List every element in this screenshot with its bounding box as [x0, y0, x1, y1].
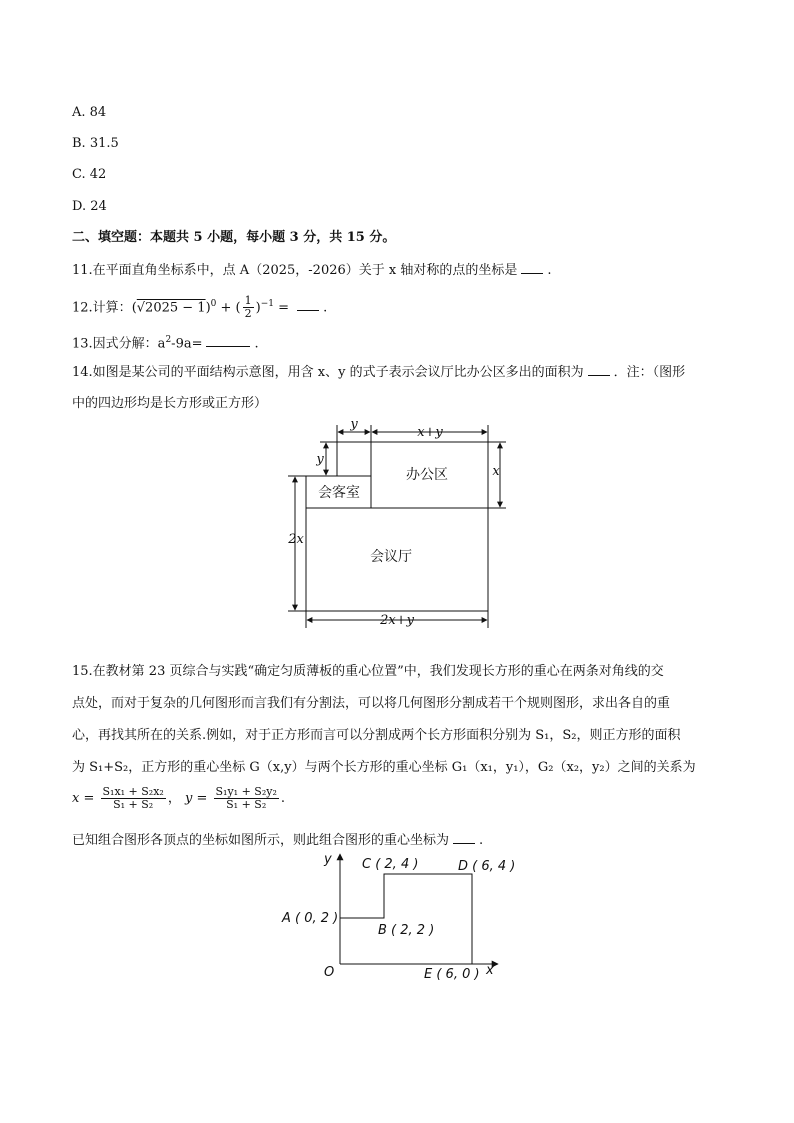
- q12-radical: √2025 − 1: [136, 300, 206, 316]
- q12-end: .: [323, 300, 328, 316]
- q12-exp0: 0: [210, 299, 217, 309]
- q11-text: 11.在平面直角坐标系中，点 A（2025，-2026）关于 x 轴对称的点的坐标是: [72, 263, 518, 278]
- q13-end: .: [254, 336, 259, 352]
- q13-prefix: 13.因式分解：a: [72, 336, 166, 352]
- answer-blank: [588, 363, 610, 376]
- small-square: [337, 442, 371, 476]
- q12-frac-num: 1: [244, 294, 252, 308]
- q14-note: ．注：（图形: [613, 365, 686, 380]
- formula-x-den: S₁ + S₂: [113, 798, 154, 811]
- room-office: 办公区: [406, 467, 448, 483]
- question-14-line-1: [72, 363, 685, 382]
- q12-plus: + (: [216, 300, 241, 316]
- q12-prefix: 12.计算：: [72, 300, 132, 316]
- formula-x-fraction: [101, 786, 166, 811]
- label-2x-left: 2x: [288, 532, 304, 547]
- q15-end: .: [479, 833, 484, 848]
- q11-end: .: [547, 263, 552, 278]
- q14-text: 14.如图是某公司的平面结构示意图，用含 x、y 的式子表示会议厅比办公区多出的面积为: [72, 365, 584, 380]
- question-14-line-2: 中的四边形均是长方形或正方形）: [72, 396, 268, 411]
- q12-frac-den: 2: [244, 307, 252, 321]
- label-2xy-bottom: 2x+y: [380, 613, 414, 628]
- axis-y-label: y: [324, 852, 332, 867]
- coordinate-diagram: [278, 850, 518, 988]
- q15-formula: [72, 784, 285, 814]
- label-y-top: y: [350, 417, 358, 432]
- formula-end: .: [280, 791, 285, 806]
- option-c: C. 42: [72, 167, 107, 182]
- question-11: [72, 261, 552, 280]
- q15-text: 已知组合图形各顶点的坐标如图所示，则此组合图形的重心坐标为: [72, 833, 450, 848]
- point-e-label: E ( 6, 0 ): [424, 967, 480, 982]
- shape-outline: [340, 874, 472, 964]
- formula-x-lhs: x =: [72, 791, 95, 806]
- q13-exp: 2: [165, 335, 172, 345]
- question-15-line-6: [72, 831, 483, 850]
- formula-y-num: S₁y₁ + S₂y₂: [215, 785, 277, 798]
- q12-equals: =: [273, 300, 294, 316]
- label-y-left: y: [316, 452, 324, 467]
- answer-blank: [297, 298, 319, 311]
- label-xy-top: x+y: [417, 425, 443, 440]
- question-15-line-4: 为 S₁+S₂，正方形的重心坐标 G（x,y）与两个长方形的重心坐标 G₁（x₁，y₁），G₂（x₂，y₂）之间的关系为: [72, 760, 696, 775]
- formula-y-den: S₁ + S₂: [226, 798, 267, 811]
- question-15-line-1: 15.在教材第 23 页综合与实践“确定匀质薄板的重心位置”中，我们发现长方形的重心在两条对角线的交: [72, 664, 664, 679]
- option-b: B. 31.5: [72, 136, 119, 151]
- section-heading: 二、填空题：本题共 5 小题，每小题 3 分，共 15 分。: [72, 230, 396, 245]
- origin-label: O: [324, 965, 335, 980]
- room-reception: 会客室: [318, 485, 360, 501]
- q12-exp-neg1: −1: [260, 299, 274, 309]
- answer-blank: [206, 334, 250, 347]
- q12-fraction: [243, 295, 254, 320]
- formula-x-num: S₁x₁ + S₂x₂: [102, 785, 164, 798]
- axis-x-label: x: [486, 963, 494, 978]
- question-15-line-2: 点处，而对于复杂的几何图形而言我们有分割法，可以将几何图形分割成若干个规则图形，求出各自的重: [72, 696, 671, 711]
- formula-sep: ，: [167, 791, 181, 806]
- question-13: [72, 331, 259, 353]
- question-12: 12.计算：$(√2025 - 1)^0$ + ( $\frac{1}{2}$ )$^{-1}$ = .: [72, 294, 328, 321]
- option-d: D. 24: [72, 199, 107, 214]
- point-b-label: B ( 2, 2 ): [378, 923, 435, 938]
- option-a: A. 84: [72, 105, 107, 120]
- room-meeting: 会议厅: [370, 549, 412, 565]
- question-15-line-3: 心，再找其所在的关系.例如，对于正方形而言可以分割成两个长方形面积分别为 S₁，S₂，则正方形的面积: [72, 728, 681, 743]
- formula-y-lhs: y =: [184, 791, 208, 806]
- floor-plan-diagram: [280, 415, 520, 630]
- point-a-label: A ( 0, 2 ): [282, 911, 339, 926]
- q13-mid: -9a=: [171, 336, 203, 352]
- formula-y-fraction: [214, 786, 279, 811]
- answer-blank: [453, 831, 475, 844]
- label-x-right: x: [492, 464, 500, 479]
- answer-blank: [521, 261, 543, 274]
- point-d-label: D ( 6, 4 ): [458, 859, 516, 874]
- point-c-label: C ( 2, 4 ): [362, 857, 419, 872]
